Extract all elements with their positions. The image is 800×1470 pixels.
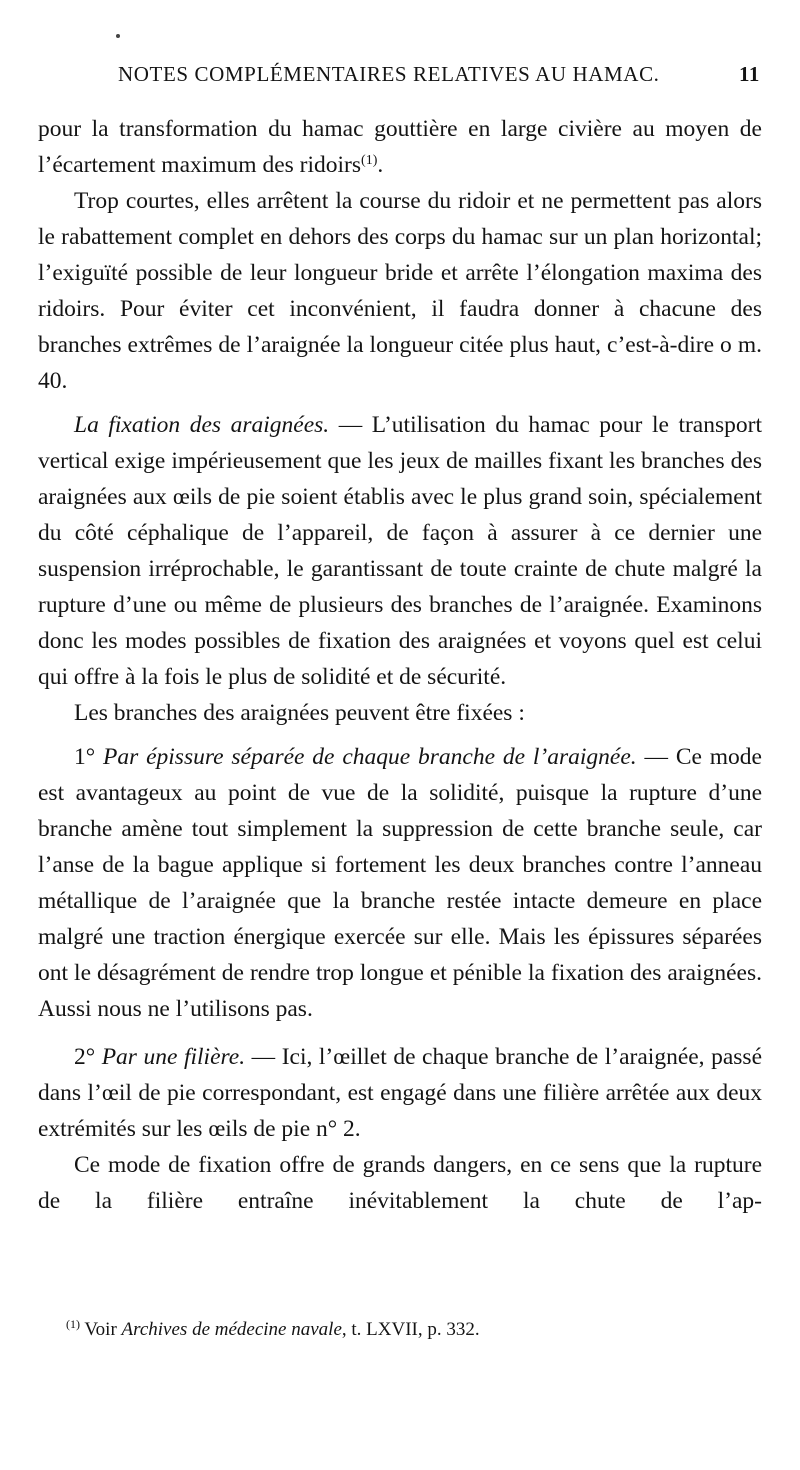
paragraph-danger: Ce mode de fixation offre de grands dangers, en ce sens que la rupture de la filière entraîne inévitablement la chute de l’ap-: [38, 1152, 762, 1214]
paragraph-end: .: [377, 152, 384, 178]
body-text: [38, 111, 762, 1219]
footnote-reference: (1): [361, 153, 378, 168]
footnote-suffix: , t. LXVII, p. 332.: [341, 1319, 480, 1340]
paragraph-text: pour la transformation du hamac gouttière en large civière au moyen de l’écartement maximum des ridoirs: [38, 116, 762, 178]
paragraph-length: Trop courtes, elles arrêtent la course du ridoir et ne permettent pas alors le rabattement complet en dehors des corps du hamac sur un plan horizontal; l’exiguïté possible de leur longueur bride et arrête l’élongation maxima des ridoirs. Pour éviter cet inconvénient, il faudra donner à chacune des branches extrêmes de l’araignée la longueur citée plus haut, c’est-à-dire o m. 40.: [38, 188, 762, 394]
running-header-title: NOTES COMPLÉMENTAIRES RELATIVES AU HAMAC.: [118, 62, 660, 86]
footnote: [66, 1318, 766, 1342]
list-heading: Par épissure séparée de chaque branche de l’araignée.: [103, 744, 637, 770]
paragraph-text: — L’utilisation du hamac pour le transport vertical exige impérieusement que les jeux de mailles fixant les branches des araignées aux œils de pie soient établis avec le plus grand soin, spécialement du côté céphalique de l’appareil, de façon à assurer à ce dernier une suspension irréprochable, le garantissant de toute crainte de chute malgré la rupture d’une ou même de plusieurs des branches de l’araignée. Examinons donc les modes possibles de fixation des araignées et voyons quel est celui qui offre à la fois le plus de solidité et de sécurité.: [38, 412, 762, 690]
list-item-epissure: [38, 739, 762, 1027]
list-number: 2°: [74, 1044, 96, 1070]
footnote-marker: (1): [66, 1317, 80, 1331]
footnote-source: Archives de médecine navale: [121, 1319, 342, 1340]
list-item-filiere: [38, 1039, 762, 1147]
page-number: 11: [738, 62, 760, 86]
list-text: — Ici, l’œillet de chaque branche de l’araignée, passé dans l’œil de pie correspondant, est engagé dans une filière arrêtée aux deux extrémités sur les œils de pie n° 2.: [38, 1044, 763, 1142]
paragraph-intro-list: Les branches des araignées peuvent être fixées :: [74, 700, 525, 726]
list-text: — Ce mode est avantageux au point de vue de la solidité, puisque la rupture d’une branche amène tout simplement la suppression de cette branche seule, car l’anse de la bague applique si fortement les deux branches contre l’anneau métallique de l’araignée que la branche restée intacte demeure en place malgré une traction énergique exercée sur elle. Mais les épissures séparées ont le désagrément de rendre trop longue et pénible la fixation des araignées. Aussi nous ne l’utilisons pas.: [38, 744, 762, 1022]
list-heading: Par une filière.: [101, 1044, 246, 1070]
footnote-prefix: Voir: [80, 1319, 122, 1340]
print-speck: [116, 34, 120, 38]
paragraph-continuation: [38, 111, 762, 183]
paragraph-fixation: [38, 407, 762, 695]
section-heading: La fixation des araignées.: [74, 412, 330, 438]
list-number: 1°: [74, 744, 96, 770]
